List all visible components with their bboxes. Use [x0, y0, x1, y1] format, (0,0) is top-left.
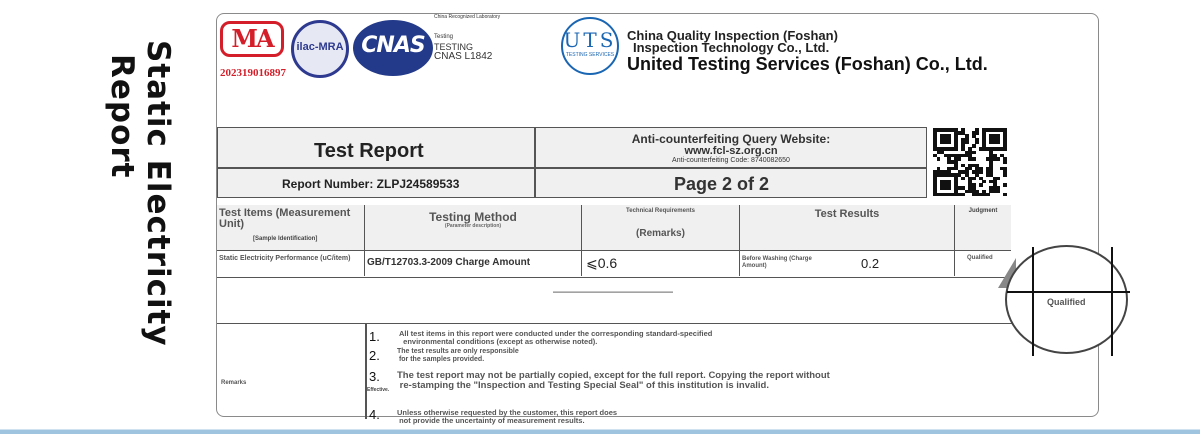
qr-module: [982, 180, 986, 184]
remark-number: 1.: [369, 329, 380, 344]
row-requirement: ⩽0.6: [582, 251, 740, 276]
bottom-divider: [0, 430, 1200, 434]
query-website[interactable]: www.fcl-sz.org.cn: [684, 145, 778, 157]
qr-module: [1003, 193, 1007, 197]
qr-module: [972, 157, 976, 161]
row-result-value: 0.2: [861, 256, 880, 271]
company-name: [627, 29, 1047, 74]
anti-counterfeit-code: Anti-counterfeiting Code: 8740082650: [672, 157, 790, 164]
qr-module: [1003, 183, 1007, 187]
report-title: Test Report: [314, 140, 424, 162]
table-row: [217, 250, 1011, 278]
qr-module: [972, 151, 976, 155]
remark-number: 4.: [369, 407, 380, 422]
qr-module: [996, 177, 1000, 181]
cnas-testing-caps: TESTING: [434, 42, 474, 52]
header-test-results: [740, 205, 955, 250]
header-sample-id: [Sample Identification]: [253, 236, 318, 242]
side-title: [100, 40, 180, 400]
header-testing-method: [365, 205, 582, 250]
qr-module: [1003, 147, 1007, 151]
magnifier-callout: [1005, 245, 1128, 354]
remark-text: [397, 348, 519, 364]
company-line-1: China Quality Inspection (Foshan): [627, 28, 838, 43]
remark-text-line-1: Unless otherwise requested by the customer, this report does: [397, 408, 618, 417]
qr-module: [996, 190, 1000, 194]
header-testing-method-label: Testing Method: [429, 210, 517, 224]
remark-text-line-2: not provide the uncertainty of measurement results.: [399, 416, 585, 425]
row-method: GB/T12703.3-2009 Charge Amount: [365, 251, 582, 276]
qr-module: [975, 141, 979, 145]
cma-mark: MA: [220, 21, 284, 57]
cnas-logo: [353, 20, 433, 76]
qr-module: [986, 193, 990, 197]
magnifier-grid-line: [1032, 247, 1034, 356]
test-report-sheet: [216, 13, 1099, 425]
cnas-number: CNAS L1842: [434, 51, 493, 62]
qr-code-icon[interactable]: [933, 128, 1007, 196]
qr-module: [947, 186, 951, 190]
header-remarks-label: (Remarks): [636, 228, 685, 239]
qr-module: [1003, 173, 1007, 177]
uts-mark: UTS: [563, 28, 617, 52]
remark-text-line-1: All test items in this report were conducted under the corresponding standard-specified: [399, 329, 713, 338]
company-line-2: Inspection Technology Co., Ltd.: [633, 40, 830, 55]
header-test-results-label: Test Results: [814, 208, 880, 220]
qr-module: [958, 157, 962, 161]
cnas-testing-label: Testing: [434, 34, 454, 40]
header-test-items: [217, 205, 365, 250]
header-requirements-label: Technical Requirements: [626, 208, 695, 214]
qr-module: [954, 147, 958, 151]
qr-module: [996, 157, 1000, 161]
remarks-section: [217, 323, 1100, 425]
header-judgment-label: Judgment: [968, 208, 998, 214]
header-test-items-label: Test Items (Measurement Unit): [219, 207, 351, 230]
qr-module: [965, 141, 969, 145]
row-result: [740, 251, 955, 276]
anti-counterfeit-box: [535, 127, 927, 168]
remark-number: 3.: [369, 369, 380, 384]
qr-module: [937, 157, 941, 161]
remark-text-line-1: The test report may not be partially copied, except for the full report. Copying the report without: [397, 370, 830, 381]
remark-text: [397, 371, 830, 391]
magnifier-text: Qualified: [1047, 297, 1086, 307]
remark-text-line-2: for the samples provided.: [398, 356, 485, 363]
qr-module: [947, 141, 951, 145]
uts-ring-text: TESTING SERVICES: [565, 52, 615, 58]
qr-module: [961, 177, 965, 181]
remark-text: [399, 330, 712, 346]
page-indicator-box: [535, 168, 927, 198]
cnas-accreditation-text: [434, 14, 509, 79]
qr-module: [1003, 160, 1007, 164]
report-number: Report Number: ZLPJ24589533: [282, 177, 460, 191]
cnas-mark: CNAS: [361, 33, 425, 58]
remark-text-line-2: re-stamping the "Inspection and Testing Special Seal" of this institution is invalid.: [399, 380, 769, 391]
remark-text-line-1: The test results are only responsible: [397, 348, 519, 355]
report-number-box: [217, 168, 535, 198]
company-line-3: United Testing Services (Foshan) Co., Ltd.: [627, 54, 988, 74]
side-title-line-1: Static Electricity: [140, 40, 176, 347]
cma-logo: [220, 21, 288, 79]
remark-effective-note: Effective.: [367, 387, 390, 393]
remark-text-line-2: environmental conditions (except as otherwise noted).: [403, 337, 598, 346]
row-test-item: Static Electricity Performance (uC/item): [217, 251, 365, 276]
header-method-sub: (Parameter description): [444, 223, 502, 229]
qr-module: [961, 193, 965, 197]
page-indicator: Page 2 of 2: [674, 174, 770, 194]
qr-module: [996, 141, 1000, 145]
query-label: Anti-counterfeiting Query Website:: [631, 132, 831, 146]
qr-module: [979, 170, 983, 174]
blank-line-dashes: ——————————: [553, 284, 673, 298]
qr-module: [975, 131, 979, 135]
magnifier-grid-line: [1111, 247, 1113, 356]
remark-number: 2.: [369, 348, 380, 363]
header-technical-requirements: [582, 205, 740, 250]
uts-logo: [561, 17, 619, 75]
remark-text: [397, 409, 617, 425]
side-title-line-2: Report: [104, 54, 140, 179]
ilac-mark: ilac-MRA: [296, 41, 344, 53]
remarks-label: Remarks: [221, 380, 247, 386]
qr-module: [979, 183, 983, 187]
row-result-label: Before Washing (Charge Amount): [742, 256, 812, 269]
ilac-mra-logo: [291, 20, 349, 78]
cnas-small-text: China Recognized Laboratory: [434, 14, 501, 20]
cma-number: 202319016897: [220, 67, 286, 79]
report-title-box: [217, 127, 535, 168]
qr-module: [972, 177, 976, 181]
row-judgment: Qualified: [967, 255, 993, 261]
header-judgment: [955, 205, 1011, 250]
qr-module: [972, 144, 976, 148]
remarks-divider: [365, 324, 367, 419]
